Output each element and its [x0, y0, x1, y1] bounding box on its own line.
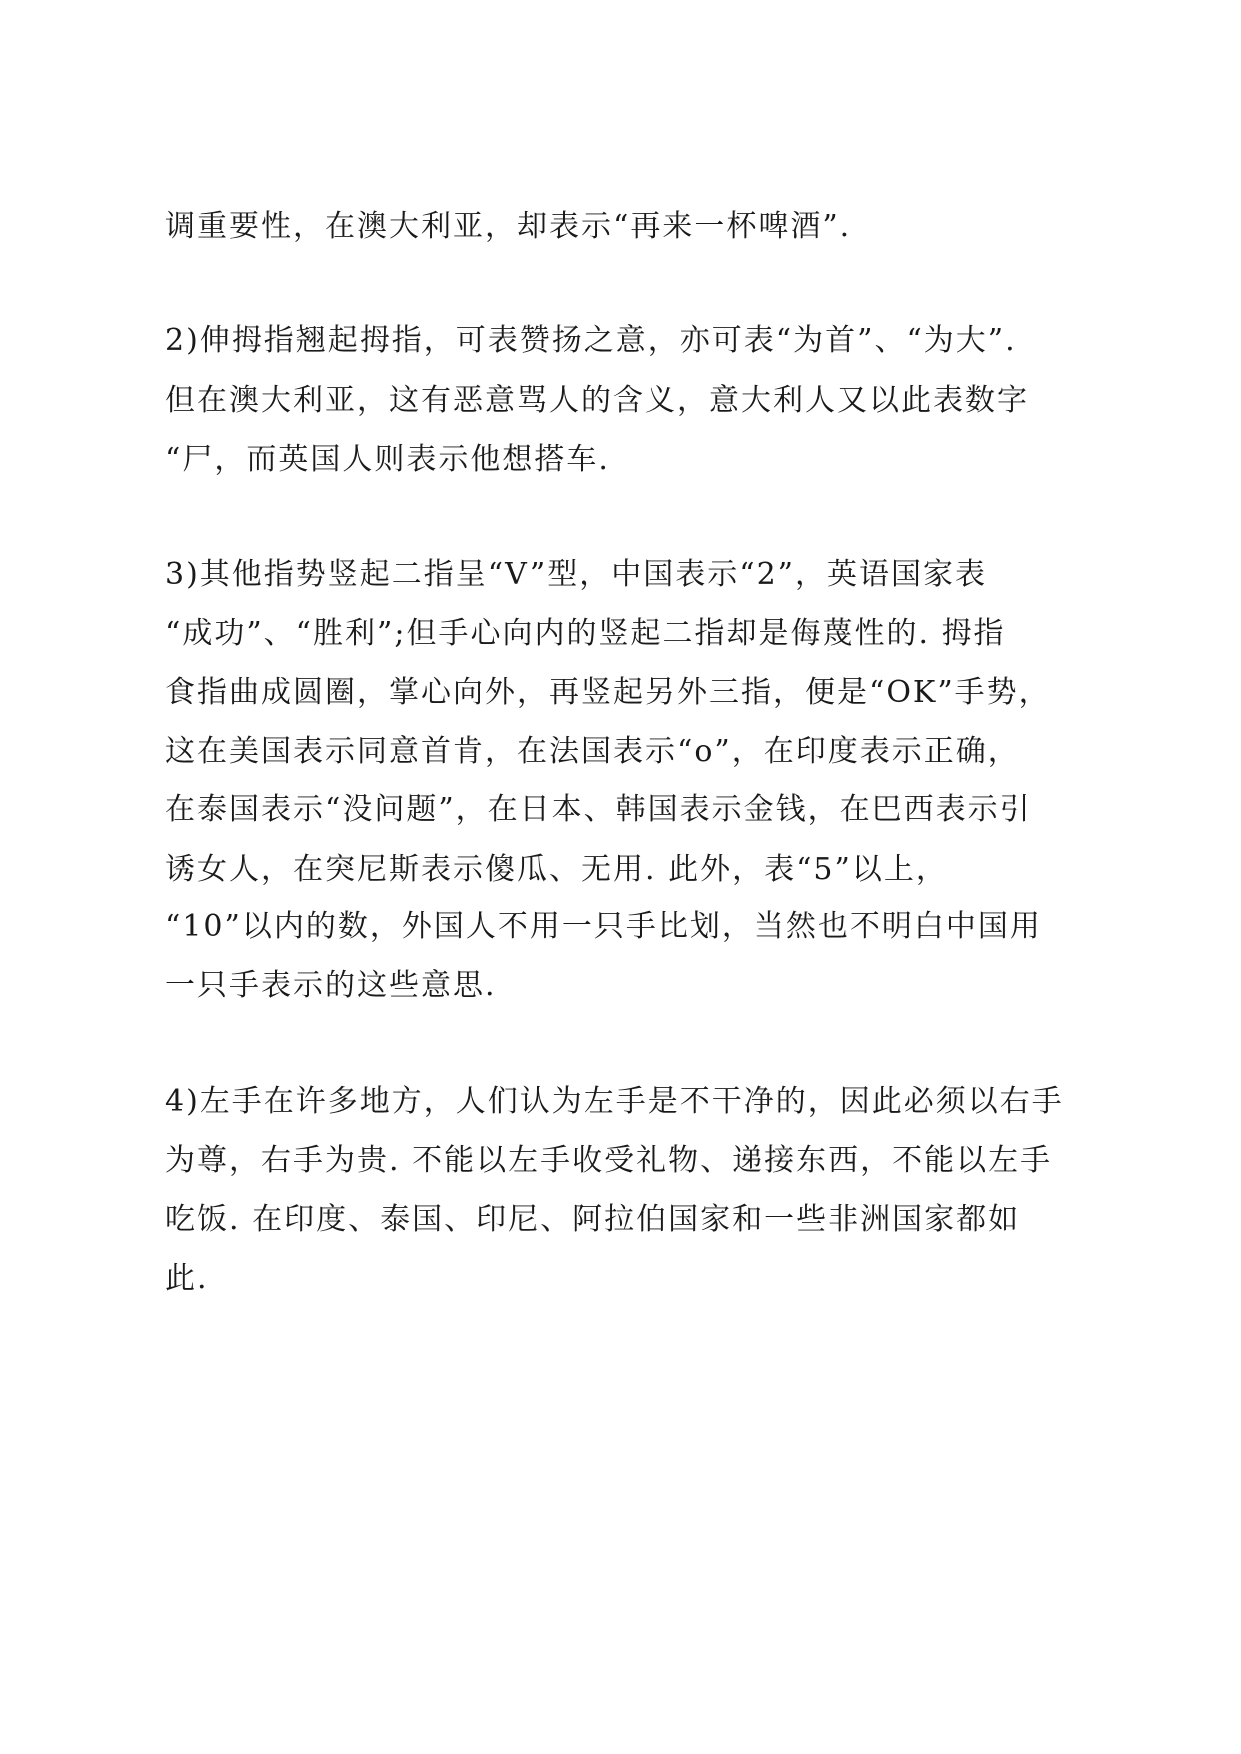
text-line: 4)左手在许多地方，人们认为左手是不干净的，因此必须以右手 — [165, 1084, 1064, 1119]
text-line: “尸，而英国人则表示他想搭车. — [165, 442, 610, 477]
text-line: 这在美国表示同意首肯，在法国表示“o”，在印度表示正确， — [165, 734, 1020, 769]
text-line: 此. — [165, 1261, 209, 1296]
text-line: “成功”、“胜利”;但手心向内的竖起二指却是侮蔑性的. 拇指 — [165, 616, 1006, 651]
text-line: 2)伸拇指翘起拇指，可表赞扬之意，亦可表“为首”、“为大”. — [165, 323, 1017, 358]
text-line: 吃饭. 在印度、泰国、印尼、阿拉伯国家和一些非洲国家都如 — [165, 1202, 1021, 1237]
text-line: 为尊，右手为贵. 不能以左手收受礼物、递接东西，不能以左手 — [165, 1143, 1053, 1178]
text-line: 但在澳大利亚，这有恶意骂人的含义，意大利人又以此表数字 — [165, 383, 1029, 418]
text-line: 食指曲成圆圈，掌心向外，再竖起另外三指，便是“OK”手势， — [165, 675, 1051, 710]
text-line: 调重要性，在澳大利亚，却表示“再来一杯啤酒”. — [165, 209, 852, 244]
text-line: 3)其他指势竖起二指呈“V”型，中国表示“2”，英语国家表 — [165, 557, 987, 592]
text-line: 诱女人，在突尼斯表示傻瓜、无用. 此外，表“5”以上， — [165, 852, 948, 887]
text-line: “10”以内的数，外国人不用一只手比划，当然也不明白中国用 — [165, 909, 1042, 944]
text-line: 一只手表示的这些意思. — [165, 968, 497, 1003]
text-line: 在泰国表示“没问题”，在日本、韩国表示金钱，在巴西表示引 — [165, 792, 1032, 827]
